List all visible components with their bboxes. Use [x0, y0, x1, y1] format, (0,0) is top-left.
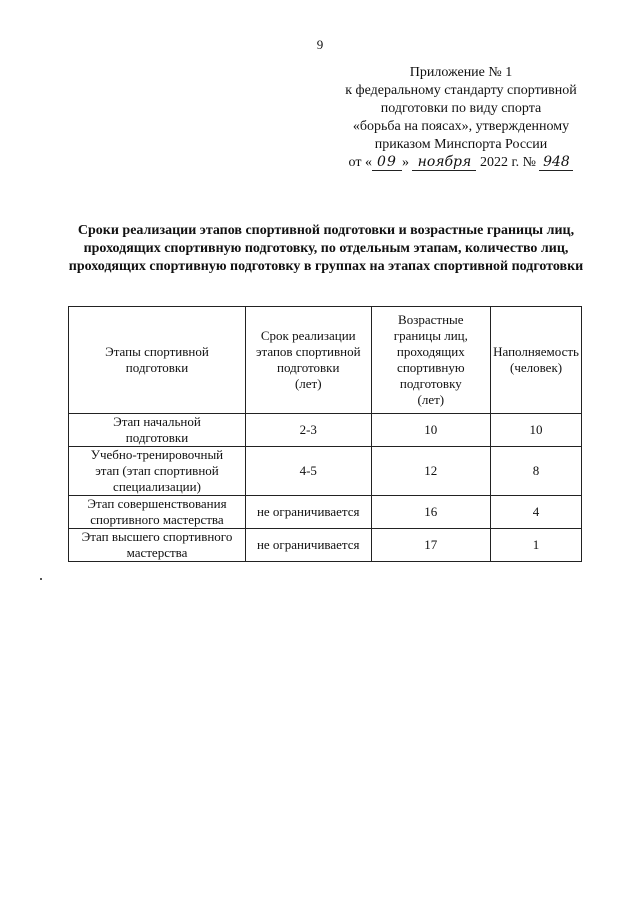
table-row: [69, 414, 582, 447]
handwritten-month: ноября: [412, 155, 476, 171]
cell-stage: Учебно-тренировочный этап (этап спортивной специализации): [69, 447, 246, 496]
table-row: [69, 447, 582, 496]
date-prefix: от «: [348, 155, 372, 170]
appendix-line-3: подготовки по виду спорта: [380, 101, 542, 116]
appendix-line-1: Приложение № 1: [409, 65, 513, 80]
date-quote-close: »: [401, 155, 409, 170]
appendix-line-2: к федеральному стандарту спортивной: [345, 83, 577, 98]
cell-group-size: 4: [491, 496, 582, 529]
handwritten-order-number: 948: [539, 155, 573, 171]
header-duration: Срок реализации этапов спортивной подготовки (лет): [245, 307, 371, 414]
cell-group-size: 10: [491, 414, 582, 447]
cell-group-size: 1: [491, 529, 582, 562]
cell-stage: Этап начальной подготовки: [69, 414, 246, 447]
stages-table: [68, 306, 582, 562]
appendix-date-line: [345, 154, 577, 172]
cell-age: 10: [371, 414, 491, 447]
appendix-line-5: приказом Минспорта России: [374, 137, 548, 152]
scan-speck: [40, 578, 42, 580]
handwritten-day: 09: [372, 155, 402, 171]
appendix-line-4: «борьба на поясах», утвержденному: [352, 119, 570, 134]
appendix-block: [345, 64, 577, 172]
table-row: [69, 496, 582, 529]
cell-age: 12: [371, 447, 491, 496]
cell-stage: Этап высшего спортивного мастерства: [69, 529, 246, 562]
date-year: 2022 г. №: [479, 155, 536, 170]
page-number: 9: [316, 37, 324, 52]
cell-age: 17: [371, 529, 491, 562]
cell-duration: не ограничивается: [245, 496, 371, 529]
cell-duration: 2-3: [245, 414, 371, 447]
cell-duration: не ограничивается: [245, 529, 371, 562]
cell-duration: 4-5: [245, 447, 371, 496]
cell-age: 16: [371, 496, 491, 529]
cell-stage: Этап совершенствования спортивного мастерства: [69, 496, 246, 529]
header-stages: Этапы спортивной подготовки: [69, 307, 246, 414]
table-header-row: [69, 307, 582, 414]
cell-group-size: 8: [491, 447, 582, 496]
table-row: [69, 529, 582, 562]
document-title: Сроки реализации этапов спортивной подготовки и возрастные границы лиц, проходящих спортивную подготовку, по отдельным этапам, количество лиц, проходящих спортивную подготовку в группах на этапах спортивной подготовки: [68, 223, 584, 274]
header-group-size: Наполняемость (человек): [491, 307, 582, 414]
header-age-limits: Возрастные границы лиц, проходящих спортивную подготовку (лет): [371, 307, 491, 414]
